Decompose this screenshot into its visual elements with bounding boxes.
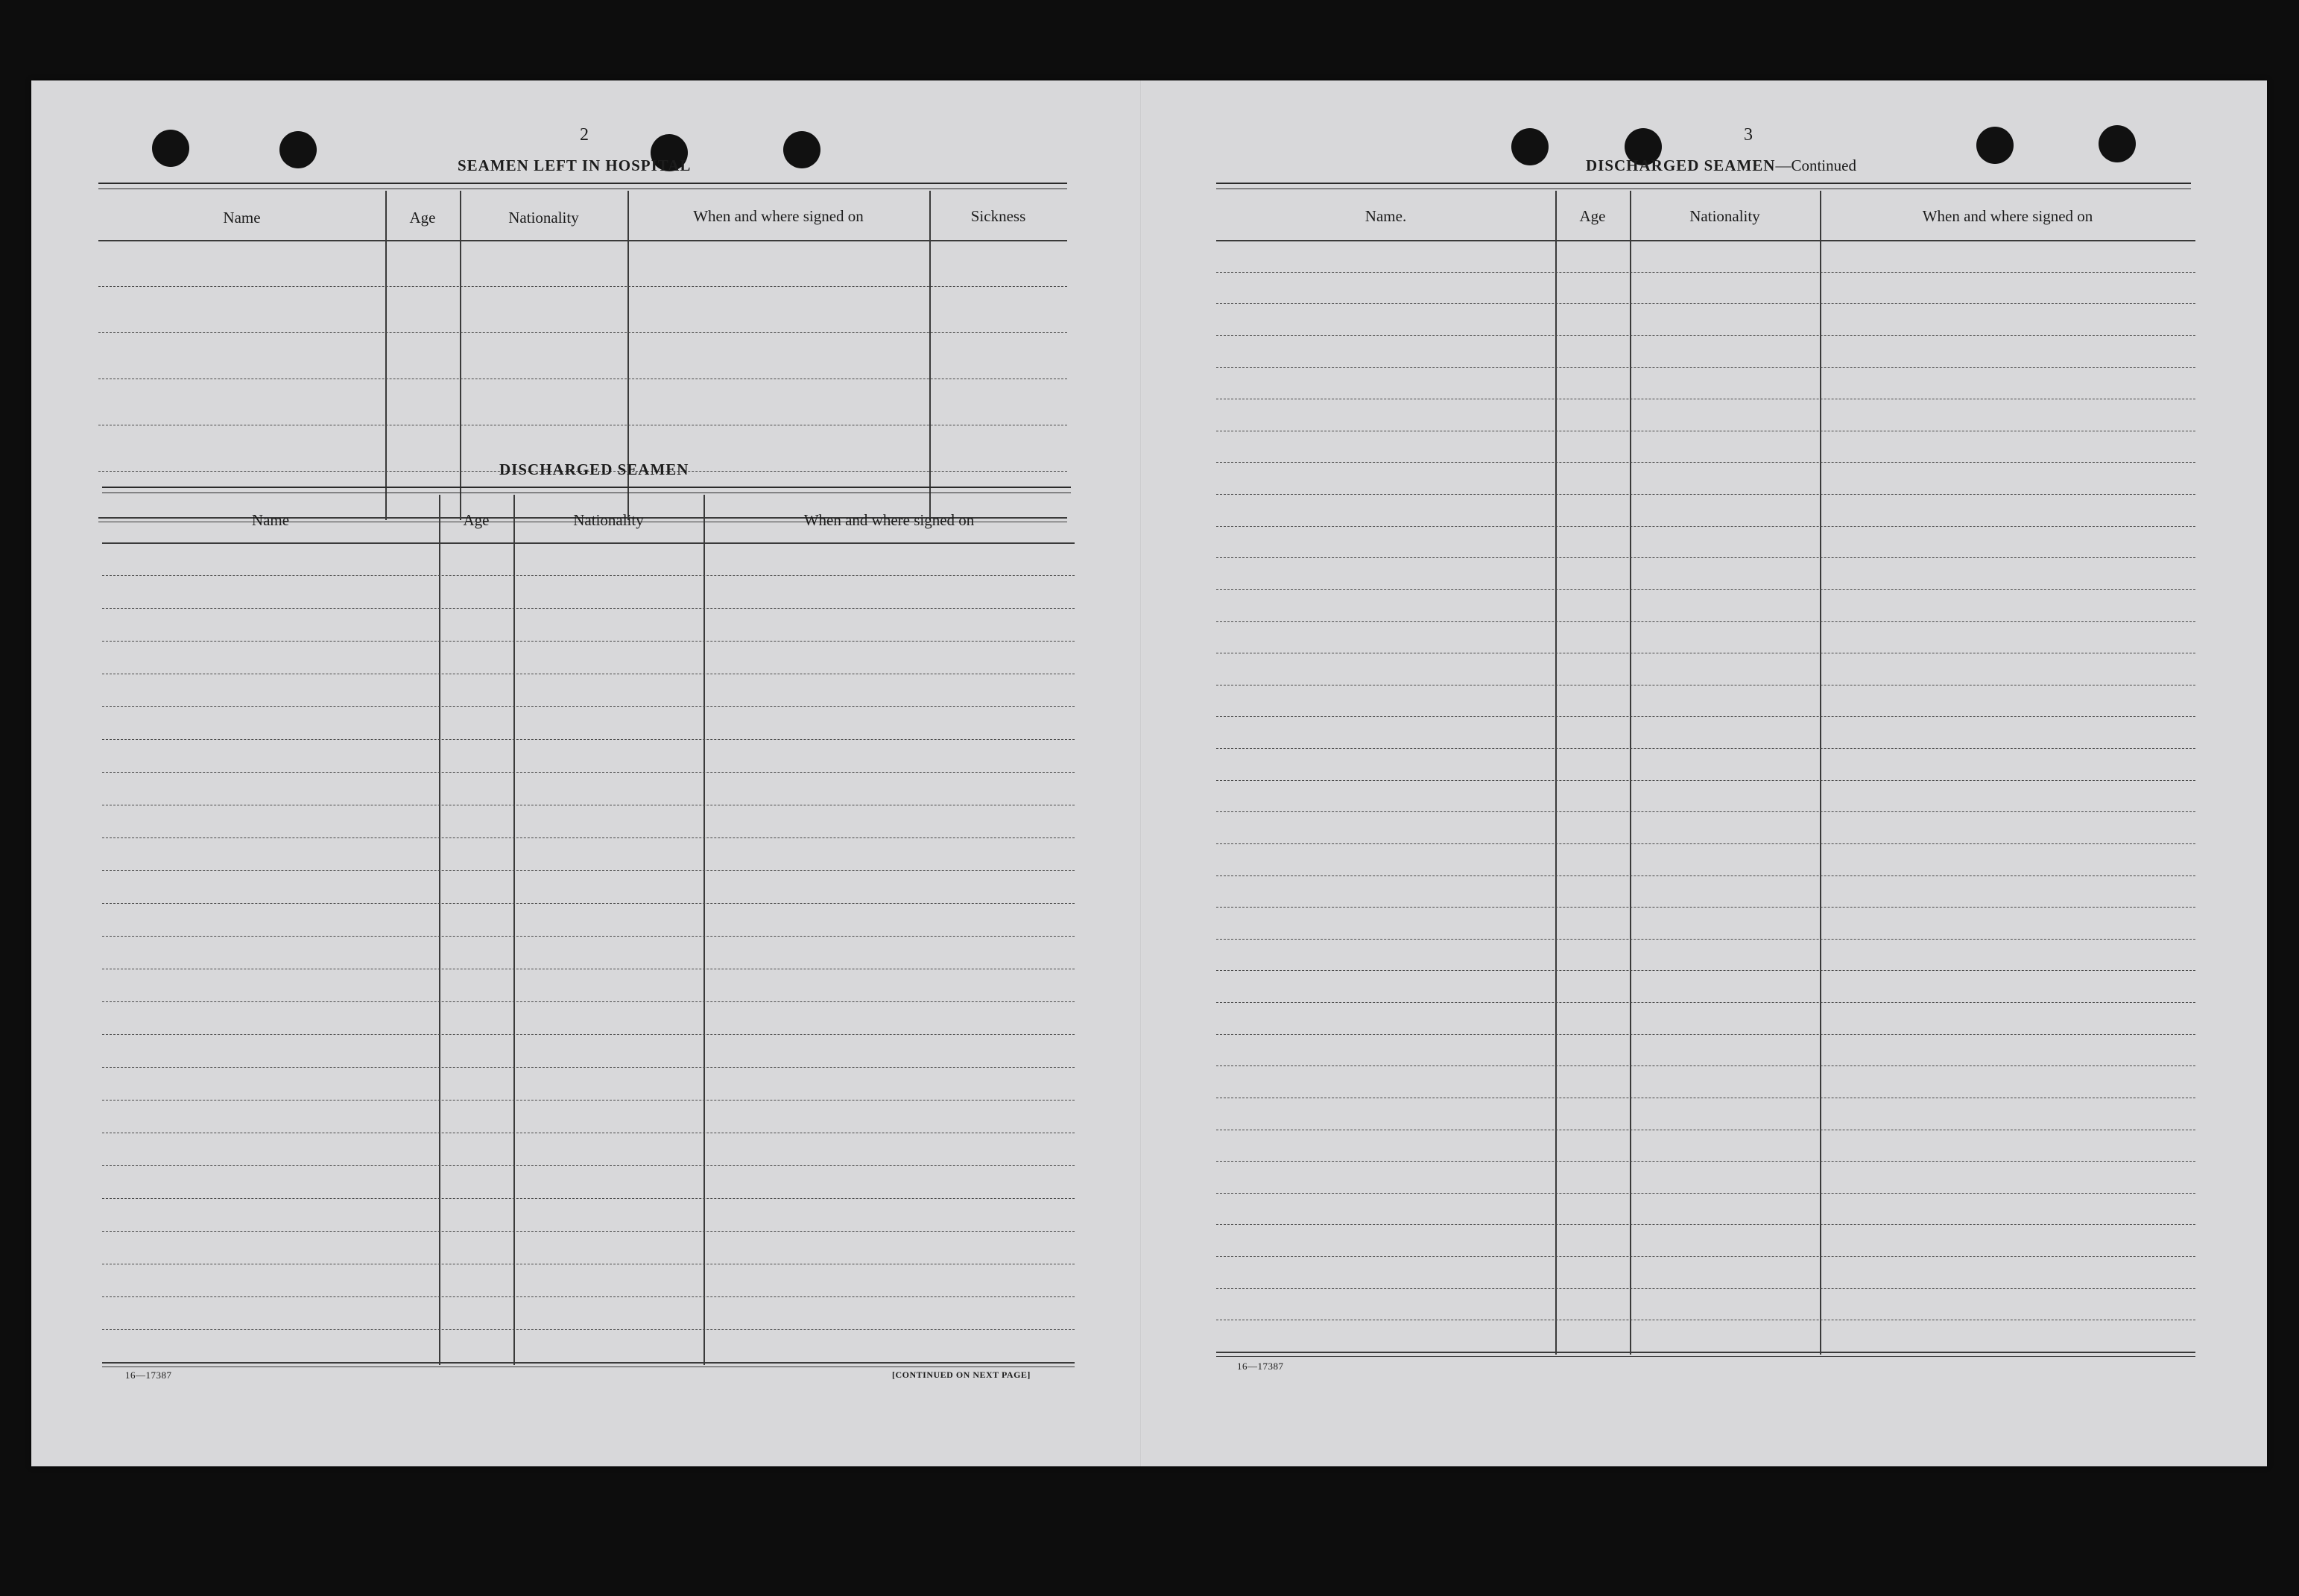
form-number: 16—17387 — [125, 1369, 172, 1381]
section-title-text: DISCHARGED SEAMEN — [1586, 156, 1776, 174]
table-row — [1216, 303, 2195, 304]
table-row — [1216, 462, 2195, 463]
header-rule — [1216, 240, 2195, 241]
table-row — [102, 837, 1075, 838]
table-row — [1216, 907, 2195, 908]
table-bottom-rule — [102, 1362, 1075, 1367]
continued-note: [CONTINUED ON NEXT PAGE] — [892, 1369, 1031, 1380]
table-row — [1216, 716, 2195, 717]
column-header-when-where: When and where signed on — [1922, 207, 2093, 225]
table-row — [102, 1067, 1075, 1068]
column-header-sickness: Sickness — [970, 207, 1026, 225]
table-row — [1216, 335, 2195, 336]
table-row — [1216, 589, 2195, 590]
punch-hole — [1511, 128, 1549, 165]
page-number: 3 — [1744, 125, 1753, 145]
table-row — [98, 332, 1067, 333]
table-row — [1216, 970, 2195, 971]
page-number: 2 — [580, 125, 589, 145]
title-rule — [1216, 183, 2191, 189]
column-header-name: Name — [223, 209, 261, 227]
right-page — [1142, 80, 2267, 1466]
table-row — [102, 1100, 1075, 1101]
table-row — [1216, 367, 2195, 368]
column-divider — [1820, 191, 1821, 1355]
table-bottom-rule — [1216, 1352, 2195, 1357]
table-row — [1216, 494, 2195, 495]
table-row — [1216, 1193, 2195, 1194]
column-header-age: Age — [409, 209, 436, 227]
section-title-suffix: —Continued — [1775, 156, 1856, 174]
table-row — [1216, 1224, 2195, 1225]
column-divider — [703, 495, 705, 1365]
table-row — [102, 1198, 1075, 1199]
table-row — [1216, 1065, 2195, 1066]
column-header-when-where: When and where signed on — [693, 207, 864, 225]
table-row — [102, 903, 1075, 904]
form-number: 16—17387 — [1237, 1361, 1284, 1372]
table-row — [102, 706, 1075, 707]
column-divider — [439, 495, 440, 1365]
discharged-continued-table — [1216, 191, 2195, 1355]
table-row — [1216, 621, 2195, 622]
section-title-discharged: DISCHARGED SEAMEN — [499, 460, 689, 478]
discharged-table — [102, 495, 1075, 1365]
column-header-name: Name — [251, 511, 290, 529]
column-header-when-where: When and where signed on — [803, 511, 975, 529]
table-row — [1216, 1161, 2195, 1162]
table-row — [102, 1001, 1075, 1002]
punch-hole — [152, 130, 189, 167]
title-rule — [102, 487, 1071, 493]
header-rule — [98, 240, 1067, 241]
column-divider — [513, 495, 515, 1365]
table-row — [1216, 780, 2195, 781]
document-sheet — [31, 80, 2267, 1466]
title-rule — [98, 183, 1067, 189]
section-title-hospital: SEAMEN LEFT IN HOSPITAL — [458, 156, 692, 174]
table-row — [102, 739, 1075, 740]
section-title-discharged-continued — [1586, 156, 1856, 175]
column-header-name: Name. — [1364, 207, 1407, 225]
punch-hole — [279, 131, 317, 168]
table-row — [98, 286, 1067, 287]
column-header-nationality: Nationality — [508, 209, 579, 227]
table-row — [1216, 557, 2195, 558]
table-row — [102, 1329, 1075, 1330]
header-rule — [102, 542, 1075, 544]
table-row — [1216, 272, 2195, 273]
table-row — [1216, 811, 2195, 812]
table-row — [1216, 526, 2195, 527]
table-row — [102, 575, 1075, 576]
table-row — [102, 1296, 1075, 1297]
table-row — [102, 1231, 1075, 1232]
punch-hole — [2099, 125, 2136, 162]
column-header-age: Age — [1579, 207, 1606, 225]
table-row — [1216, 875, 2195, 876]
column-divider — [1555, 191, 1557, 1355]
table-row — [1216, 1002, 2195, 1003]
table-row — [102, 772, 1075, 773]
column-header-nationality: Nationality — [1689, 207, 1760, 225]
punch-hole — [783, 131, 820, 168]
punch-hole — [1976, 127, 2014, 164]
column-divider — [1630, 191, 1631, 1355]
table-row — [102, 1034, 1075, 1035]
table-row — [1216, 748, 2195, 749]
table-row — [102, 608, 1075, 609]
table-row — [102, 1165, 1075, 1166]
table-row — [1216, 1034, 2195, 1035]
table-row — [102, 936, 1075, 937]
column-header-nationality: Nationality — [573, 511, 644, 529]
table-row — [102, 641, 1075, 642]
table-row — [1216, 939, 2195, 940]
table-row — [102, 870, 1075, 871]
column-header-age: Age — [463, 511, 490, 529]
left-page — [31, 80, 1142, 1466]
table-row — [1216, 1288, 2195, 1289]
table-row — [1216, 1256, 2195, 1257]
table-row — [1216, 843, 2195, 844]
